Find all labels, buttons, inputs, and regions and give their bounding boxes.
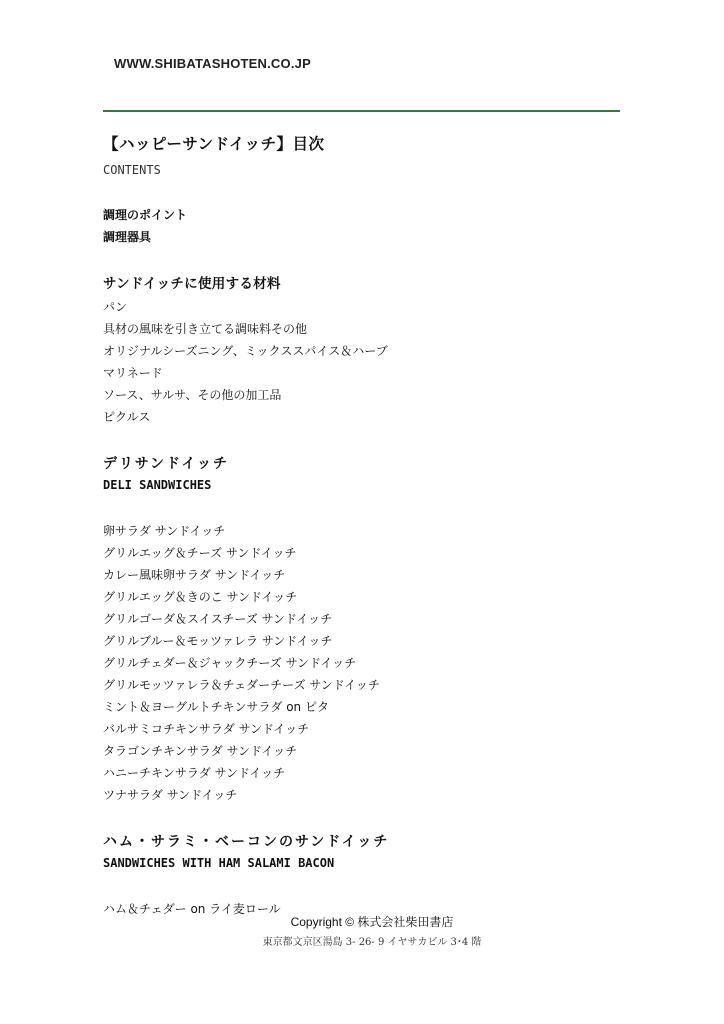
list-item[interactable]: グリルエッグ＆きのこ サンドイッチ [103,590,298,604]
list-item[interactable]: ハム＆チェダー on ライ麦ロール [103,902,281,916]
list-item[interactable]: グリルゴーダ＆スイスチーズ サンドイッチ [103,612,333,626]
list-item[interactable]: グリルモッツァレラ＆チェダーチーズ サンドイッチ [103,678,380,692]
list-item[interactable]: タラゴンチキンサラダ サンドイッチ [103,744,298,758]
section-ham-salami-bacon [103,830,623,920]
toc-item-cooking-tools[interactable]: 調理器具 [103,230,152,244]
list-item[interactable]: ソース、サルサ、その他の加工品 [103,388,282,402]
toc-item-cooking-points[interactable]: 調理のポイント [103,208,188,222]
page-subtitle: CONTENTS [103,163,161,177]
list-item[interactable]: オリジナルシーズニング、ミックススパイス＆ハーブ [103,344,388,358]
list-item[interactable]: ハニーチキンサラダ サンドイッチ [103,766,286,780]
section-heading-ingredients[interactable]: サンドイッチに使用する材料 [103,276,281,292]
intro-list [103,204,623,248]
table-of-contents [103,130,623,920]
section-heading-deli[interactable]: デリサンドイッチ [103,456,230,472]
header-divider [103,110,620,112]
list-item[interactable]: 卵サラダ サンドイッチ [103,524,226,538]
list-item[interactable]: マリネード [103,366,163,380]
section-deli [103,452,623,806]
list-item[interactable]: 具材の風味を引き立てる調味料その他 [103,322,308,336]
list-item[interactable]: グリルチェダー＆ジャックチーズ サンドイッチ [103,656,357,670]
list-item[interactable]: ピクルス [103,410,151,424]
list-item[interactable]: カレー風味卵サラダ サンドイッチ [103,568,286,582]
list-item[interactable]: パン [103,300,128,314]
section-ingredients [103,272,623,428]
site-url[interactable]: WWW.SHIBATASHOTEN.CO.JP [114,56,311,71]
section-heading-ham-en: SANDWICHES WITH HAM SALAMI BACON [103,856,335,870]
page-title: 【ハッピーサンドイッチ】目次 [103,135,325,153]
section-heading-ham[interactable]: ハム・サラミ・ベーコンのサンドイッチ [103,834,390,850]
section-heading-deli-en: DELI SANDWICHES [103,478,212,492]
list-item[interactable]: ミント＆ヨーグルトチキンサラダ on ピタ [103,700,329,714]
list-item[interactable]: バルサミコチキンサラダ サンドイッチ [103,722,310,736]
footer-address: 東京都文京区湯島 3- 26- 9 イヤサカビル 3･4 階 [262,937,482,948]
footer-copyright: Copyright © 株式会社柴田書店 [290,915,454,929]
list-item[interactable]: グリルブルー＆モッツァレラ サンドイッチ [103,634,333,648]
list-item[interactable]: ツナサラダ サンドイッチ [103,788,238,802]
list-item[interactable]: グリルエッグ＆チーズ サンドイッチ [103,546,297,560]
